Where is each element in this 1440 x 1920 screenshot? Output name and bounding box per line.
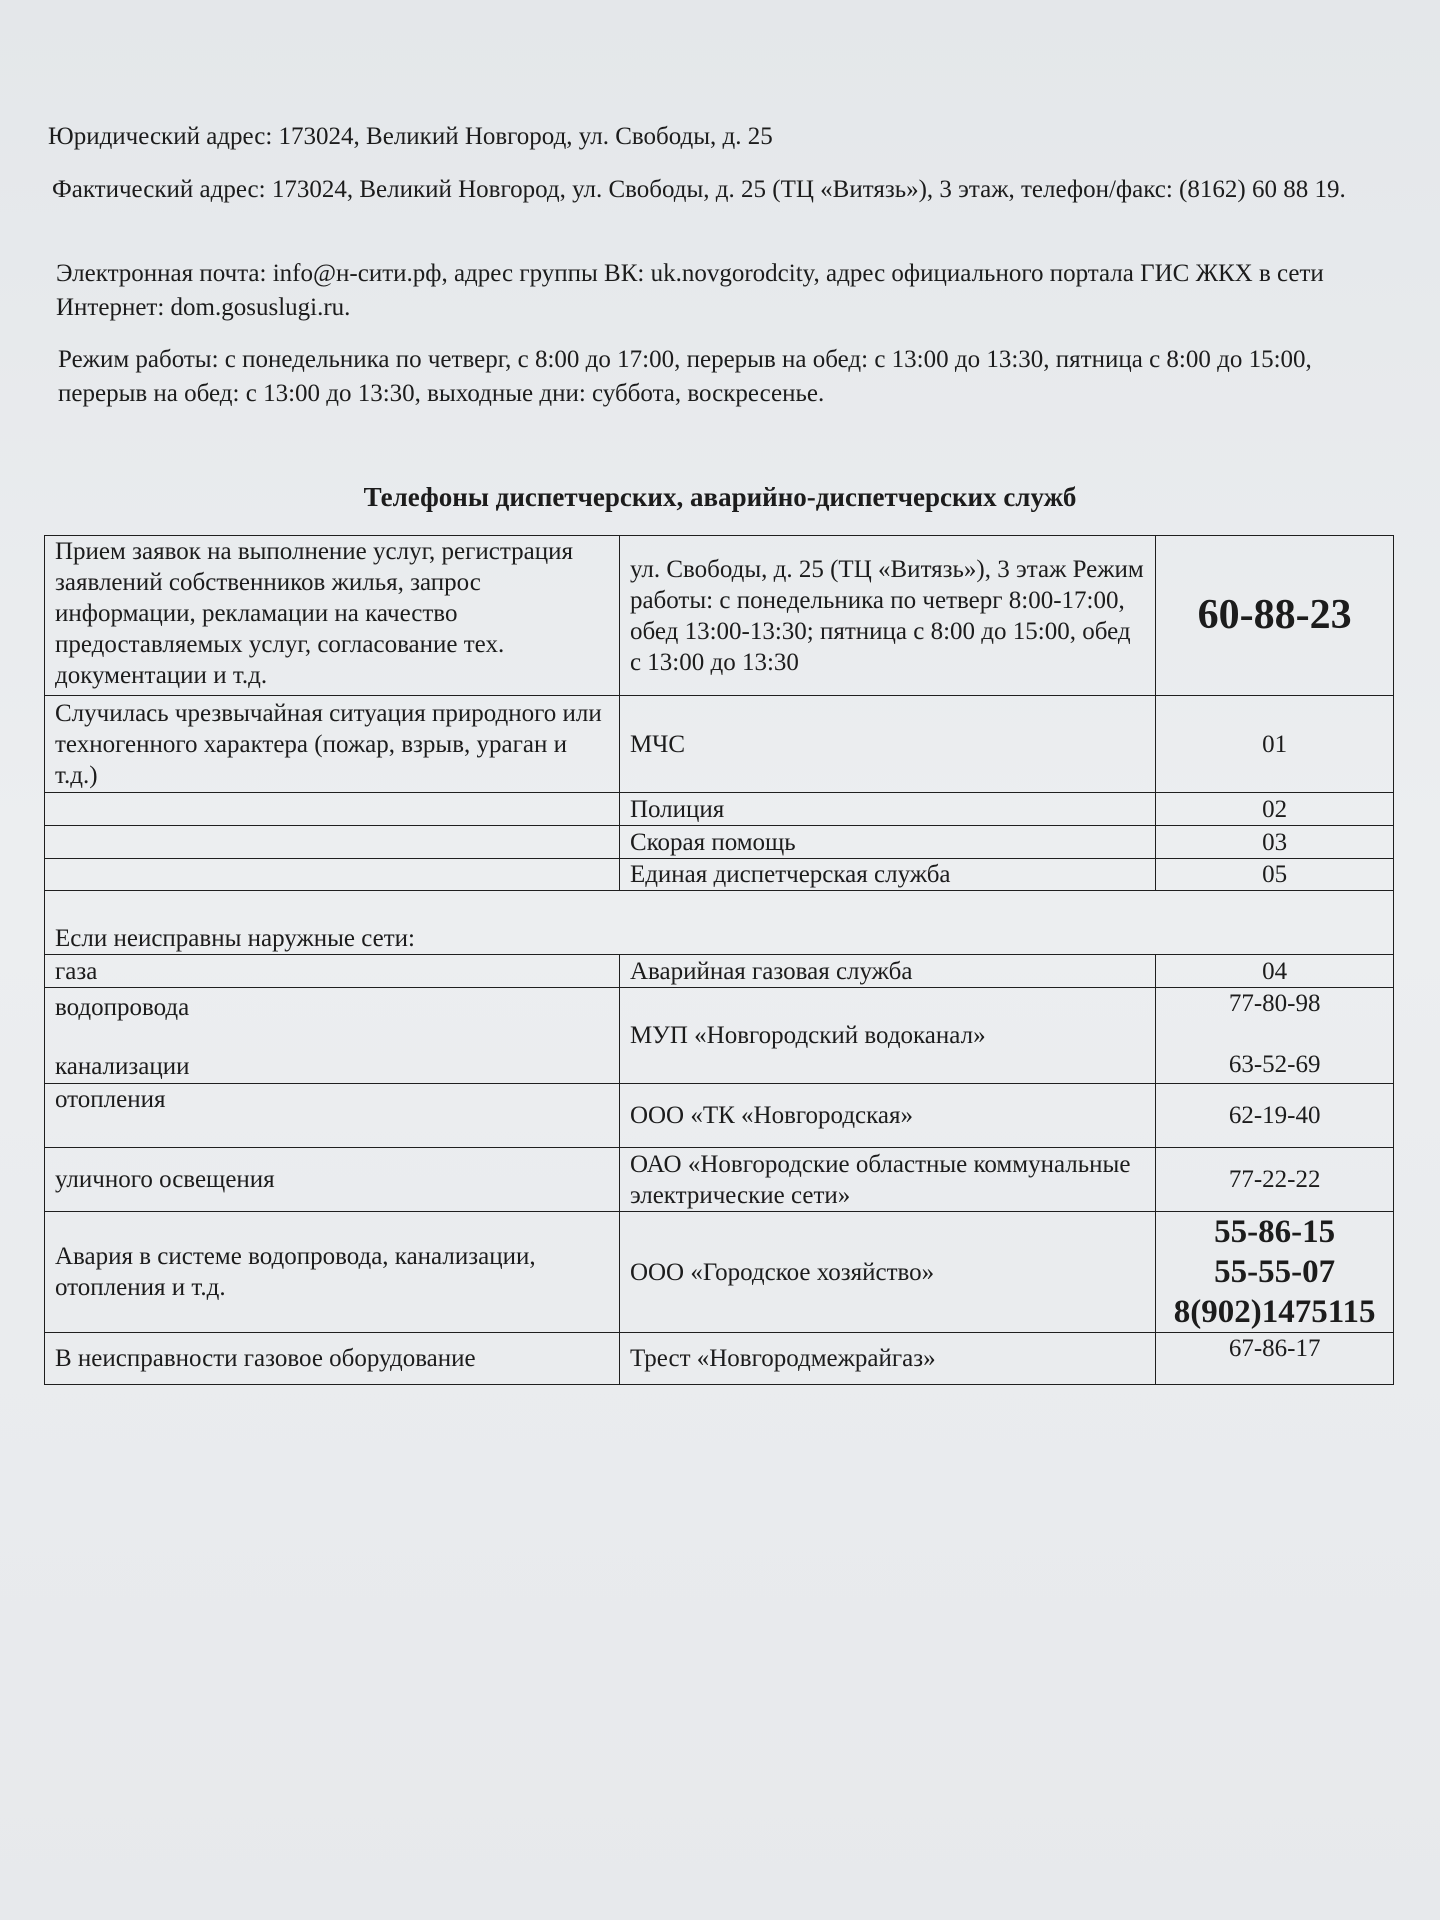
service-name: Трест «Новгородмежрайгаз» <box>619 1333 1155 1385</box>
phone-number: 77-22-22 <box>1156 1148 1394 1212</box>
table-row <box>45 1148 1394 1212</box>
empty-cell <box>45 826 620 859</box>
phone-number: 05 <box>1156 859 1394 891</box>
empty-cell <box>45 859 620 891</box>
service-name: МУП «Новгородский водоканал» <box>619 988 1155 1084</box>
table-row <box>45 536 1394 696</box>
table-row <box>45 955 1394 988</box>
actual-address: Фактический адрес: 173024, Великий Новгород, ул. Свободы, д. 25 (ТЦ «Витязь»), 3 этаж, телефон/факс: (8162) 60 88 19. <box>52 176 1346 203</box>
network-type: водопровода <box>55 994 190 1021</box>
network-type: канализации <box>55 1053 190 1080</box>
contact-email: Электронная почта: info@н-сити.рф, адрес группы ВК: uk.novgorodcity, адрес официального портала ГИС ЖКХ в сети Интернет: dom.gosuslugi.ru. <box>56 260 1324 321</box>
network-type-group <box>45 988 620 1084</box>
service-name: МЧС <box>619 696 1155 793</box>
section-row <box>45 891 1394 955</box>
network-type: уличного освещения <box>45 1148 620 1212</box>
phone-number: 60-88-23 <box>1156 536 1394 696</box>
phone-group <box>1156 1212 1394 1333</box>
service-name: Аварийная газовая служба <box>619 955 1155 988</box>
table-row <box>45 826 1394 859</box>
legal-address: Юридический адрес: 173024, Великий Новгород, ул. Свободы, д. 25 <box>48 123 773 150</box>
empty-cell <box>45 793 620 826</box>
network-type: отопления <box>45 1084 620 1148</box>
phone-number: 03 <box>1156 826 1394 859</box>
phone-number: 02 <box>1156 793 1394 826</box>
table-row <box>45 1084 1394 1148</box>
table-row <box>45 793 1394 826</box>
service-description: Авария в системе водопровода, канализации, отопления и т.д. <box>45 1212 620 1333</box>
service-name: ОАО «Новгородские областные коммунальные электрические сети» <box>619 1148 1155 1212</box>
phone-number: 55-86-15 <box>1214 1214 1336 1250</box>
phone-number: 62-19-40 <box>1156 1084 1394 1148</box>
service-description: Случилась чрезвычайная ситуация природного или техногенного характера (пожар, взрыв, ураган и т.д.) <box>45 696 620 793</box>
table-row <box>45 1333 1394 1385</box>
phone-number: 77-80-98 <box>1228 990 1321 1017</box>
table-row <box>45 988 1394 1084</box>
service-name: Единая диспетчерская служба <box>619 859 1155 891</box>
table-row <box>45 859 1394 891</box>
table-title: Телефоны диспетчерских, аварийно-диспетчерских служб <box>363 482 1077 512</box>
phone-number: 67-86-17 <box>1156 1333 1394 1385</box>
table-row <box>45 1212 1394 1333</box>
phone-number: 8(902)1475115 <box>1173 1294 1376 1330</box>
service-description: Прием заявок на выполнение услуг, регистрация заявлений собственников жилья, запрос информации, рекламации на качество предоставляемых услуг, согласование тех. документации и т.д. <box>45 536 620 696</box>
phone-number: 63-52-69 <box>1228 1051 1321 1078</box>
phone-group <box>1156 988 1394 1084</box>
service-name: Скорая помощь <box>619 826 1155 859</box>
section-label: Если неисправны наружные сети: <box>45 891 1394 955</box>
network-type: газа <box>45 955 620 988</box>
phone-number: 55-55-07 <box>1214 1254 1336 1290</box>
dispatch-phones-table <box>44 535 1394 1385</box>
service-address: ул. Свободы, д. 25 (ТЦ «Витязь»), 3 этаж Режим работы: с понедельника по четверг 8:00-17:00, обед 13:00-13:30; пятница с 8:00 до 15:00, обед с 13:00 до 13:30 <box>619 536 1155 696</box>
service-description: В неисправности газовое оборудование <box>45 1333 620 1385</box>
table-row <box>45 696 1394 793</box>
service-name: ООО «ТК «Новгородская» <box>619 1084 1155 1148</box>
service-name: ООО «Городское хозяйство» <box>619 1212 1155 1333</box>
phone-number: 04 <box>1156 955 1394 988</box>
phone-number: 01 <box>1156 696 1394 793</box>
service-name: Полиция <box>619 793 1155 826</box>
working-hours: Режим работы: с понедельника по четверг, с 8:00 до 17:00, перерыв на обед: с 13:00 до 13:30, пятница с 8:00 до 15:00, перерыв на обед: с 13:00 до 13:30, выходные дни: суббота, воскресенье. <box>58 346 1312 407</box>
